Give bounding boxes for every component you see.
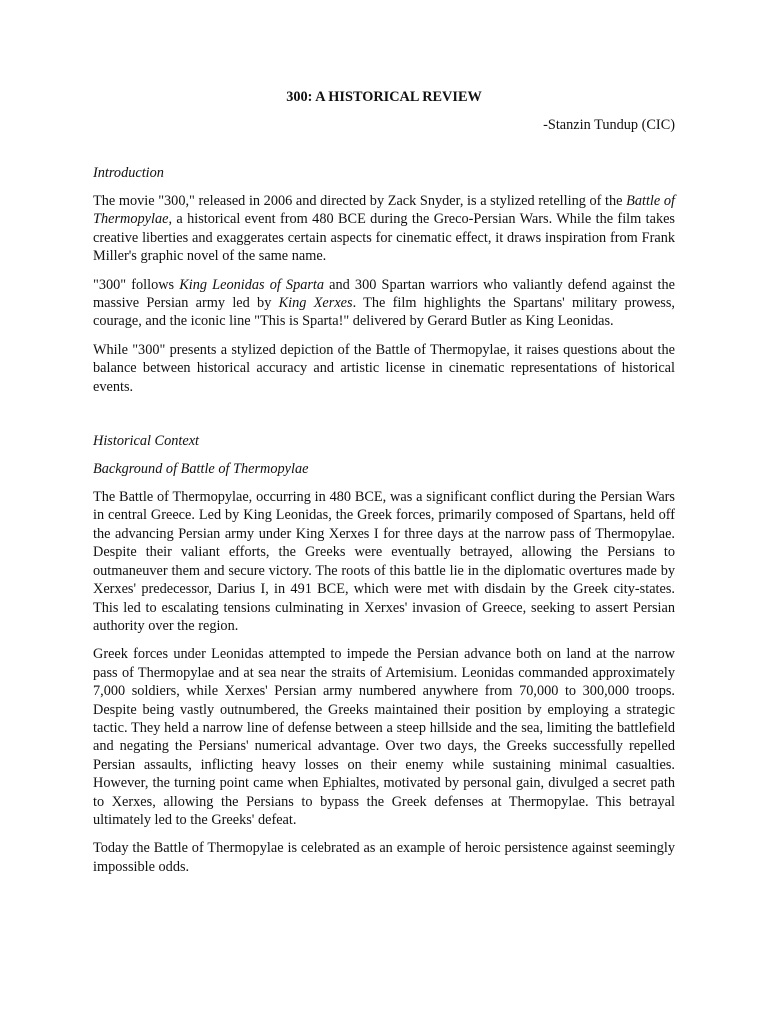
introduction-heading: Introduction: [93, 165, 164, 181]
historical-paragraph-1: The Battle of Thermopylae, occurring in 480 BCE, was a significant conflict during the Persian Wars in central Greece. Led by King Leonidas, the Greek forces, primarily composed of Spartans, held off the advancing Persian army under King Xerxes I for three days at the narrow pass of Thermopylae. Despite their valiant efforts, the Greeks were eventually betrayed, allowing the Persians to outmaneuver them and secure victory. The roots of this battle lie in the diplomatic overtures made by Xerxes' predecessor, Darius I, in 491 BCE, which were met with disdain by the Greek city-states. This led to escalating tensions culminating in Xerxes' invasion of Greece, seeking to assert Persian authority over the region.: [93, 489, 675, 634]
historical-paragraph-3: Today the Battle of Thermopylae is celebrated as an example of heroic persistence against seemingly impossible odds.: [93, 840, 675, 875]
intro-p2-text-c: and 300 Spartan warriors who valiantly defend against the massive Persian army led by: [93, 276, 675, 312]
intro-p1-text-c: , a historical event from 480 BCE during the Greco-Persian Wars. While the film takes creative liberties and exaggerates certain aspects for cinematic effect, it draws inspiration from Frank Miller's graphic novel of the same name.: [93, 211, 675, 265]
historical-paragraph-2: Greek forces under Leonidas attempted to impede the Persian advance both on land at the narrow pass of Thermopylae and at sea near the straits of Artemisium. Leonidas commanded approximately 7,000 soldiers, while Xerxes' Persian army numbered anywhere from 70,000 to 300,000 troops. Despite being vastly outnumbered, the Greeks maintained their position by employing a strategic tactic. They held a narrow line of defense between a steep hillside and the sea, limiting the battlefield and negating the Persians' numerical advantage. Over two days, the Greeks successfully repelled Persian assaults, inflicting heavy losses on their enemy while sustaining minimal casualties. However, the turning point came when Ephialtes, motivated by personal gain, divulged a secret path to Xerxes, allowing the Persians to bypass the Greek defenses at Thermopylae. This betrayal ultimately led to the Greeks' defeat.: [93, 646, 675, 828]
introduction-paragraph-2: [93, 276, 675, 331]
document-body: [93, 88, 675, 876]
intro-p2-xerxes: King Xerxes: [278, 295, 353, 312]
intro-p1-text-a: The movie "300," released in 2006 and directed by Zack Snyder, is a stylized retelling of the: [93, 193, 627, 209]
intro-p2-text-a: "300" follows: [93, 276, 180, 293]
background-subheading: Background of Battle of Thermopylae: [93, 461, 309, 478]
document-title: 300: A HISTORICAL REVIEW: [286, 89, 482, 105]
intro-p1-battle-name: Battle of Thermopylae: [93, 193, 675, 228]
introduction-paragraph-1: [93, 192, 675, 266]
document-author: -Stanzin Tundup (CIC): [543, 117, 675, 133]
intro-p2-leonidas: King Leonidas of Sparta: [179, 276, 325, 293]
intro-p2-text-e: . The film highlights the Spartans' military prowess, courage, and the iconic line "This is Sparta!" delivered by Gerard Butler as King Leonidas.: [93, 295, 675, 330]
historical-context-heading: Historical Context: [93, 433, 200, 450]
introduction-paragraph-3: While "300" presents a stylized depiction of the Battle of Thermopylae, it raises questions about the balance between historical accuracy and artistic license in cinematic representations of historical events.: [93, 341, 675, 395]
